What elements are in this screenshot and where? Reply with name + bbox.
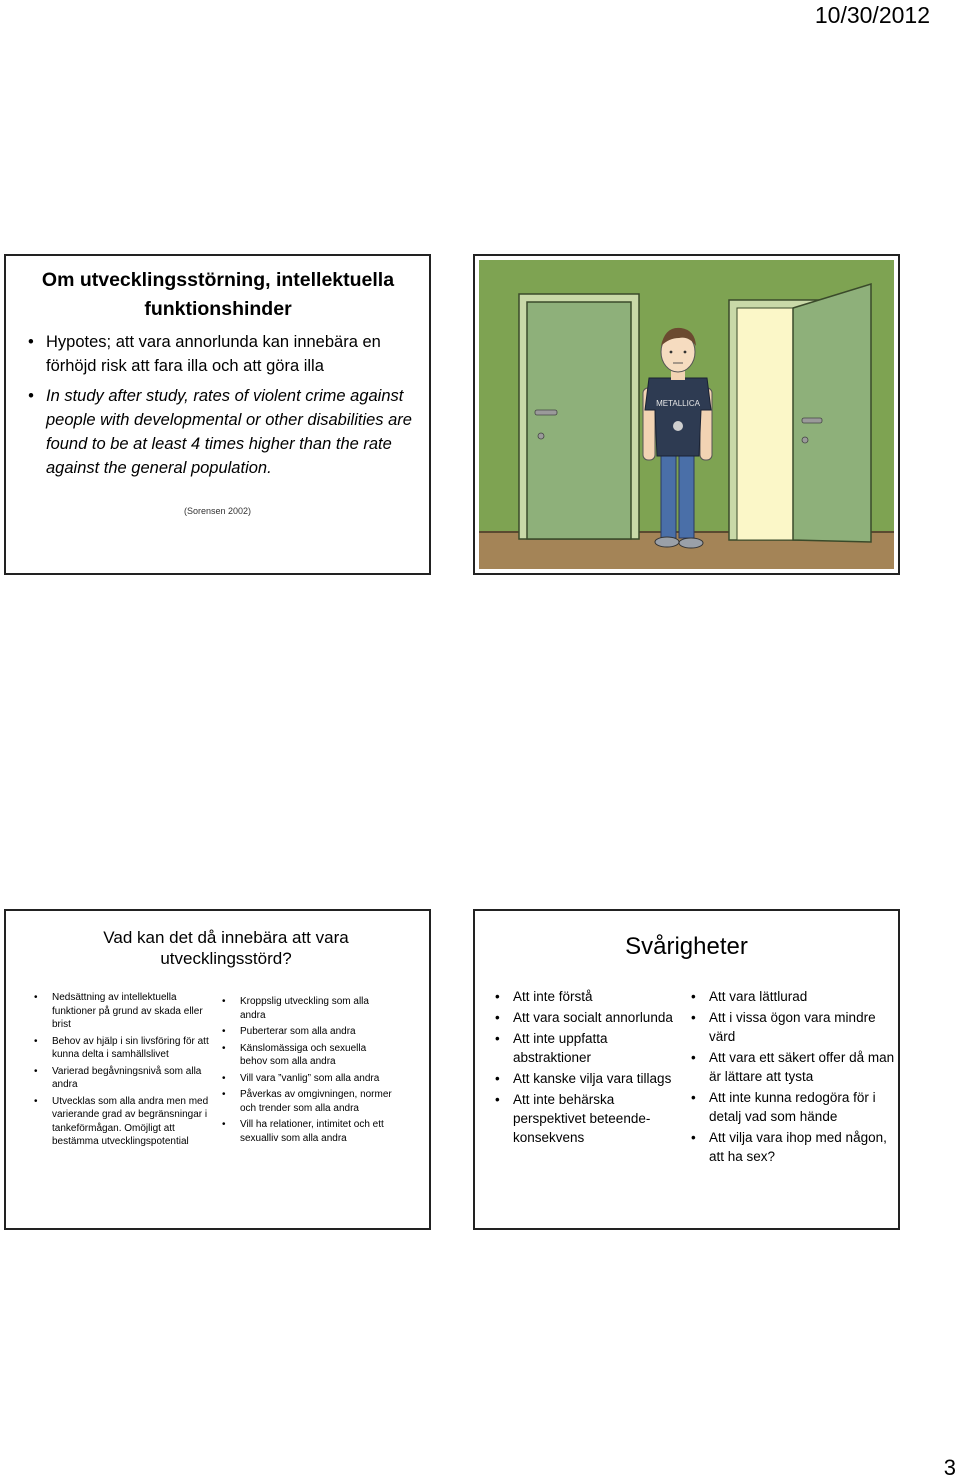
left-door [527,302,631,539]
slide-difficulties [473,909,900,1230]
bullet-item: • Behov av hjälp i sin livsföring för att kunna delta i samhällslivet [28,1035,218,1062]
bullet-list-left [489,987,689,1149]
bullet-item: • Vill ha relationer, intimitet och ett sexualliv som alla andra [216,1118,396,1145]
bullet-list-right [685,987,895,1168]
shirt-text: METALLICA [656,399,700,408]
slide-illustration [473,254,900,575]
bullet-item: • Att inte behärska perspektivet beteende-konsekvens [489,1090,689,1147]
bullet-item: • Att vara lättlurad [685,987,895,1006]
bullet-list [26,330,421,480]
left-door-handle-icon [535,410,557,415]
citation: (Sorensen 2002) [183,506,252,516]
bullet-item: • Att inte uppfatta abstraktioner [489,1029,689,1067]
bullet-item: • Att inte kunna redogöra för i detalj vad som hände [685,1088,895,1126]
bullet-list-right [216,995,396,1148]
open-doorway-light [737,308,793,540]
bullet-list-left [28,991,218,1152]
bullet-item: • Utvecklas som alla andra men med varierande grad av begränsningar i tankeförmågan. Omöjligt att bestämma utvecklingspotential [28,1095,218,1149]
door-illustration [479,260,894,569]
bullet-item: • Att inte förstå [489,987,689,1006]
bullet-item: • Nedsättning av intellektuella funktioner på grund av skada eller brist [28,991,218,1032]
bullet-item: • Vill vara ”vanlig” som alla andra [216,1072,396,1086]
bullet-item: • Att kanske vilja vara tillags [489,1069,689,1088]
bullet-item: • Hypotes; att vara annorlunda kan innebära en förhöjd risk att fara illa och att göra illa [26,330,421,378]
slide-title: Om utvecklingsstörning, intellektuella funktionshinder [41,269,395,320]
slide-title: Svårigheter [625,933,748,960]
bullet-item: • In study after study, rates of violent crime against people with developmental or other disabilities are found to be at least 4 times higher than the rate against the general population. [26,384,421,480]
right-door-handle-icon [802,418,822,423]
bullet-item: • Påverkas av omgivningen, normer och trender som alla andra [216,1088,396,1115]
bullet-item: • Att vilja vara ihop med någon, att ha sex? [685,1128,895,1166]
bullet-item: • Varierad begåvningsnivå som alla andra [28,1065,218,1092]
bullet-item: • Känslomässiga och sexuella behov som alla andra [216,1042,396,1069]
bullet-item: • Att vara socialt annorlunda [489,1008,689,1027]
bullet-item: • Puberterar som alla andra [216,1025,396,1039]
page-number: 3 [943,1455,956,1480]
bullet-item: • Kroppslig utveckling som alla andra [216,995,396,1022]
page-date: 10/30/2012 [814,2,930,28]
slide-title: Vad kan det då innebära att vara utvecklingsstörd? [103,928,349,968]
bullet-item: • Att i vissa ögon vara mindre värd [685,1008,895,1046]
slide-what-it-means [4,909,431,1230]
bullet-item: • Att vara ett säkert offer då man är lättare att tysta [685,1048,895,1086]
open-door [793,284,871,542]
slide-intellectual-disability [4,254,431,575]
